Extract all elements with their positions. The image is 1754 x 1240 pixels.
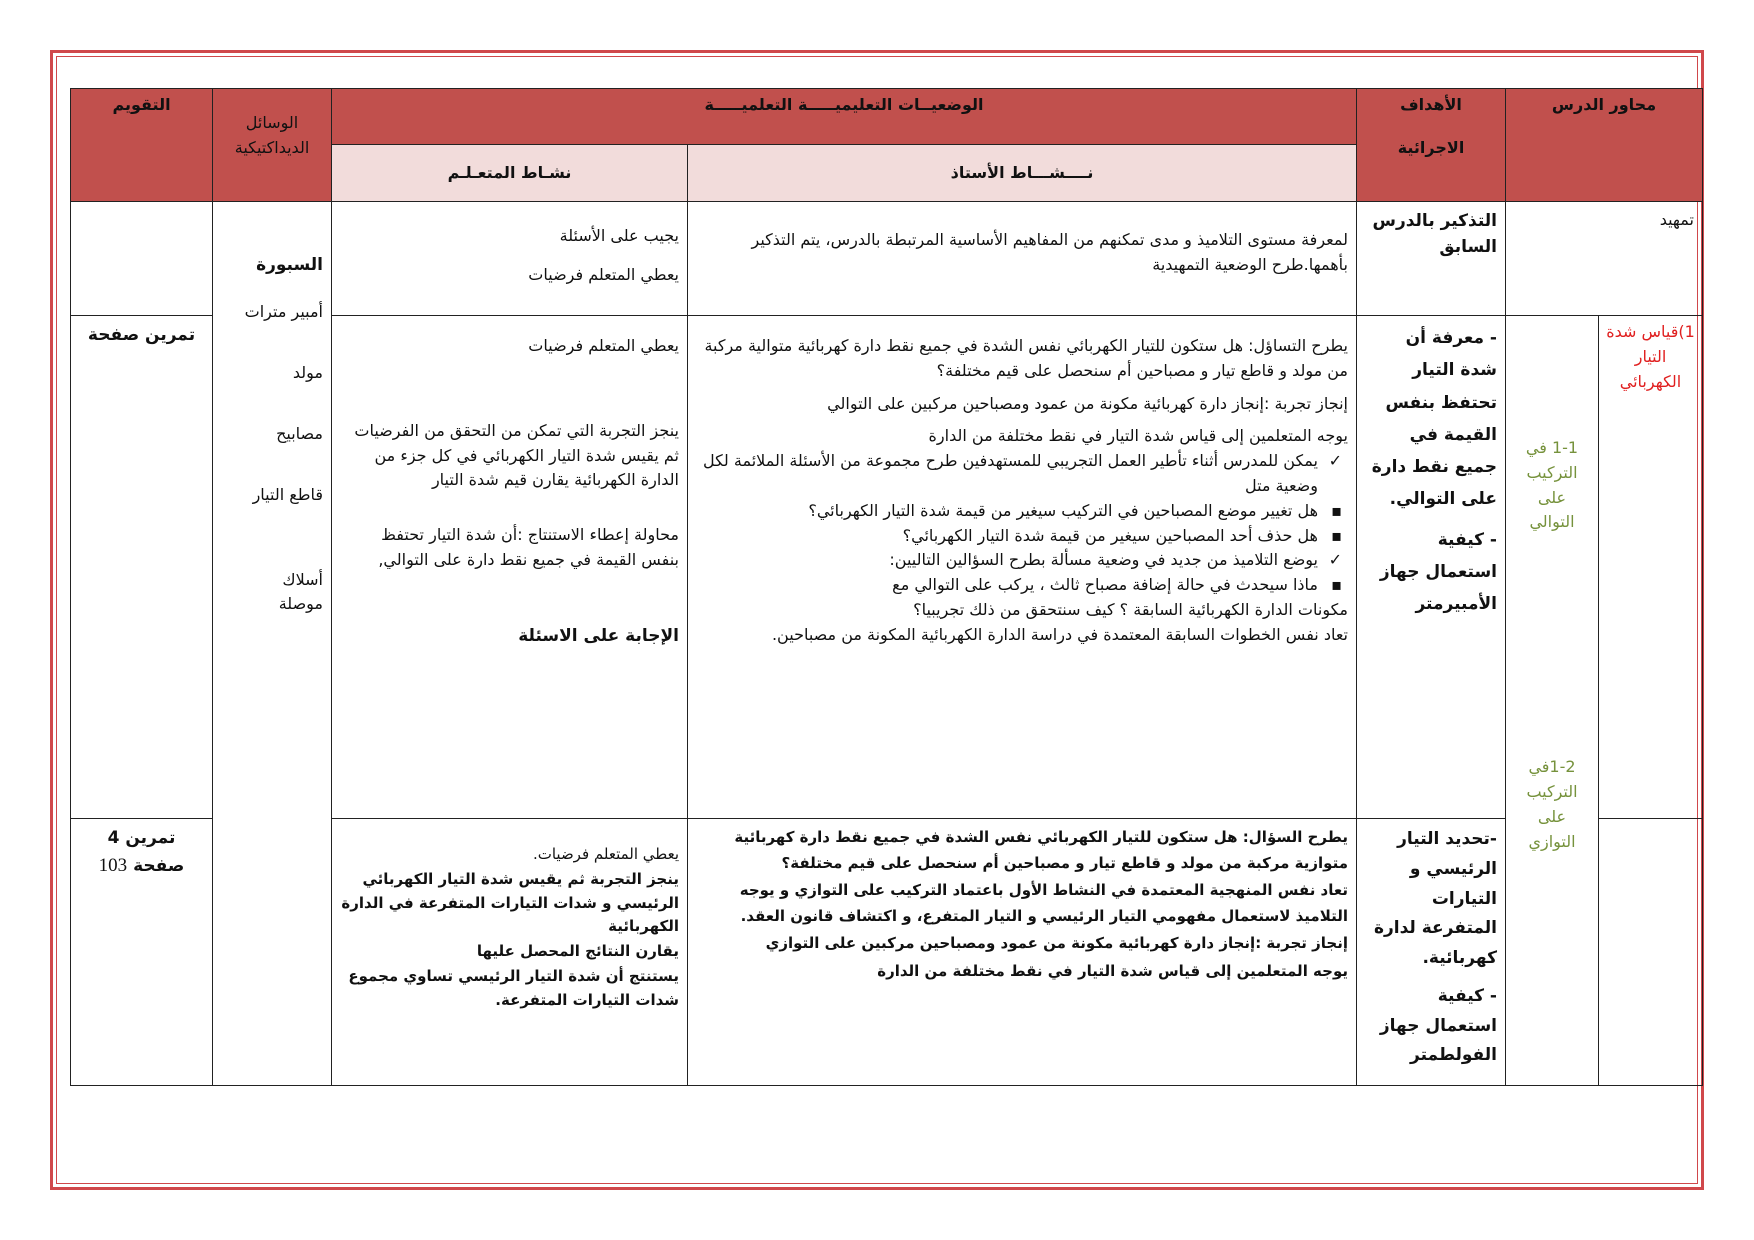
axis-series: 1-1 في التركيب على التوالي (1525, 438, 1579, 532)
tools-cell (213, 202, 332, 1086)
check-icon: ✓ (1328, 451, 1342, 471)
tool-ammeters: أمبير مترات (244, 302, 323, 322)
series-learner: يعطي المتعلم فرضيات ينجز التجربة التي تمكن من التحقق من الفرضيات ثم يقيس شدة التيار الكهربائي في كل جزء من الدارة الكهربائية يقارن قيم شدة التيار محاولة إعطاء الاستنتاج :أن شدة التيار تحتفظ بنفس القيمة في جميع نقط دارة على التوالي, الإجابة على الاسئلة (332, 316, 688, 819)
series-question-list (696, 449, 1348, 598)
parallel-learner: يعطي المتعلم فرضيات. ينجز التجربة ثم يقيس شدة التيار الكهربائي الرئيسي و شدات التيارات المتفرعة في الدارة الكهربائية يقارن النتائج المحصل عليها يستنتج أن شدة التيار الرئيسي تساوي مجموع شدات التيارات المتفرعة. (332, 819, 688, 1086)
square-bullet-icon: ▪ (1331, 575, 1342, 595)
axis-parallel: 1-2في التركيب على التوازي (1526, 757, 1578, 851)
header-teacher-activity: نــــشـــاط الأستاذ (688, 145, 1357, 202)
header-tools: الوسائل الديداكتيكية (213, 89, 332, 202)
intro-learner: يجيب على الأسئلة يعطي المتعلم فرضيات (332, 202, 688, 316)
series-evaluation: تمرين صفحة (71, 316, 213, 819)
tool-board: السبورة (256, 255, 323, 275)
parallel-teacher: يطرح السؤال: هل ستكون للتيار الكهربائي نفس الشدة في جميع نقط دارة كهربائية متوازية مركبة من مولد و قاطع تيار و مصباحين أم سنحصل على قيم مختلفة؟ تعاد نفس المنهجية المعتمدة في النشاط الأول باعتماد التركيب على التوازي و يوجه التلاميذ لاستعمال مفهومي التيار الرئيسي و التيار المتفرع، و اكتشاف قانون العقد. إنجاز تجربة :إنجاز دارة كهربائية مكونة من عمود ومصباحين مركبين على التوازي يوجه المتعلمين إلى قياس شدة التيار في نقط مختلفة من الدارة (688, 819, 1357, 1086)
series-goals: - معرفة أن شدة التيار تحتفظ بنفس القيمة في جميع نقط دارة على التوالي. - كيفية استعمال جهاز الأمبيرمتر (1357, 316, 1506, 819)
parallel-evaluation: تمرين 4 صفحة 103 (71, 819, 213, 1086)
list-item: ✓ يمكن للمدرس أثناء تأطير العمل التجريبي للمستهدفين طرح مجموعة من الأسئلة الملائمة لكل وضعية متل (702, 451, 1342, 495)
parallel-axis-main (1599, 819, 1703, 1086)
parallel-goals: -تحديد التيار الرئيسي و التيارات المتفرعة لدارة كهربائية. - كيفية استعمال جهاز الفولطمتر (1357, 819, 1506, 1086)
lesson-plan-table (70, 88, 1703, 1086)
series-axis-sub-cell (1506, 316, 1599, 1086)
tool-lamps: مصابيح (276, 423, 323, 443)
square-bullet-icon: ▪ (1331, 525, 1342, 545)
tool-switch: قاطع التيار (252, 484, 323, 504)
tool-generator: مولد (292, 363, 323, 383)
list-item: ▪ هل حذف أحد المصباحين سيغير من قيمة شدة التيار الكهربائي؟ (696, 524, 1348, 549)
header-axes: محاور الدرس (1506, 89, 1703, 202)
intro-goal: التذكير بالدرس السابق (1357, 202, 1506, 316)
header-learner-activity: نشـاط المتعـلـم (332, 145, 688, 202)
intro-evaluation (71, 202, 213, 316)
list-item: ▪ ماذا سيحدث في حالة إضافة مصباح ثالث ، يركب على التوالي مع (696, 573, 1348, 598)
list-item: ▪ هل تغيير موضع المصباحين في التركيب سيغير من قيمة شدة التيار الكهربائي؟ (696, 499, 1348, 524)
list-item: ✓ يوضع التلاميذ من جديد في وضعية مسألة بطرح السؤالين التاليين: (696, 548, 1348, 573)
header-situations: الوضعيــات التعليميـــــة التعلميـــــة (332, 89, 1357, 145)
intro-teacher: لمعرفة مستوى التلاميذ و مدى تمكنهم من المفاهيم الأساسية المرتبطة بالدرس، يتم التذكير بأهمها.طرح الوضعية التمهيدية (688, 202, 1357, 316)
header-evaluation: التقويم (71, 89, 213, 202)
check-icon: ✓ (1328, 550, 1342, 570)
intro-axis: تمهيد (1506, 202, 1703, 316)
square-bullet-icon: ▪ (1331, 500, 1342, 520)
header-goals: الأهداف الاجرائية (1357, 89, 1506, 202)
tool-wires: أسلاك موصلة (278, 569, 323, 614)
axis-main: 1)قياس شدة التيار الكهربائي (1599, 316, 1703, 819)
series-teacher: يطرح التساؤل: هل ستكون للتيار الكهربائي نفس الشدة في جميع نقط دارة كهربائية متوالية مركبة من مولد و قاطع تيار و مصباحين أم سنحصل على قيم مختلفة؟ إنجاز تجربة :إنجاز دارة كهربائية مكونة من عمود ومصباحين مركبين على التوالي يوجه المتعلمين إلى قياس شدة التيار في نقط مختلفة من الدارة ✓ يمكن للمدرس أثناء تأطير العمل التجريبي للمستهدفين طرح مجموعة من الأسئلة الملائمة لكل وضعية متل ▪ هل تغيير موضع المصباحين في التركيب سيغير من قيمة شدة التيار الكهربائي؟ ▪ هل حذف أحد المصباحين سيغير من قيمة شدة التيار الكهربائي؟ ✓ يوضع التلاميذ من جديد في وضعية مسألة بطرح السؤالين التاليين: ▪ ماذا سيحدث في حالة إضافة مصباح ثالث ، يركب على التوالي مع مكونات الدارة الكهربائية السابقة ؟ كيف سنتحقق من ذلك تجريبيا؟ تعاد نفس الخطوات السابقة المعتمدة في دراسة الدارة الكهربائية المكونة من مصباحين. (688, 316, 1357, 819)
